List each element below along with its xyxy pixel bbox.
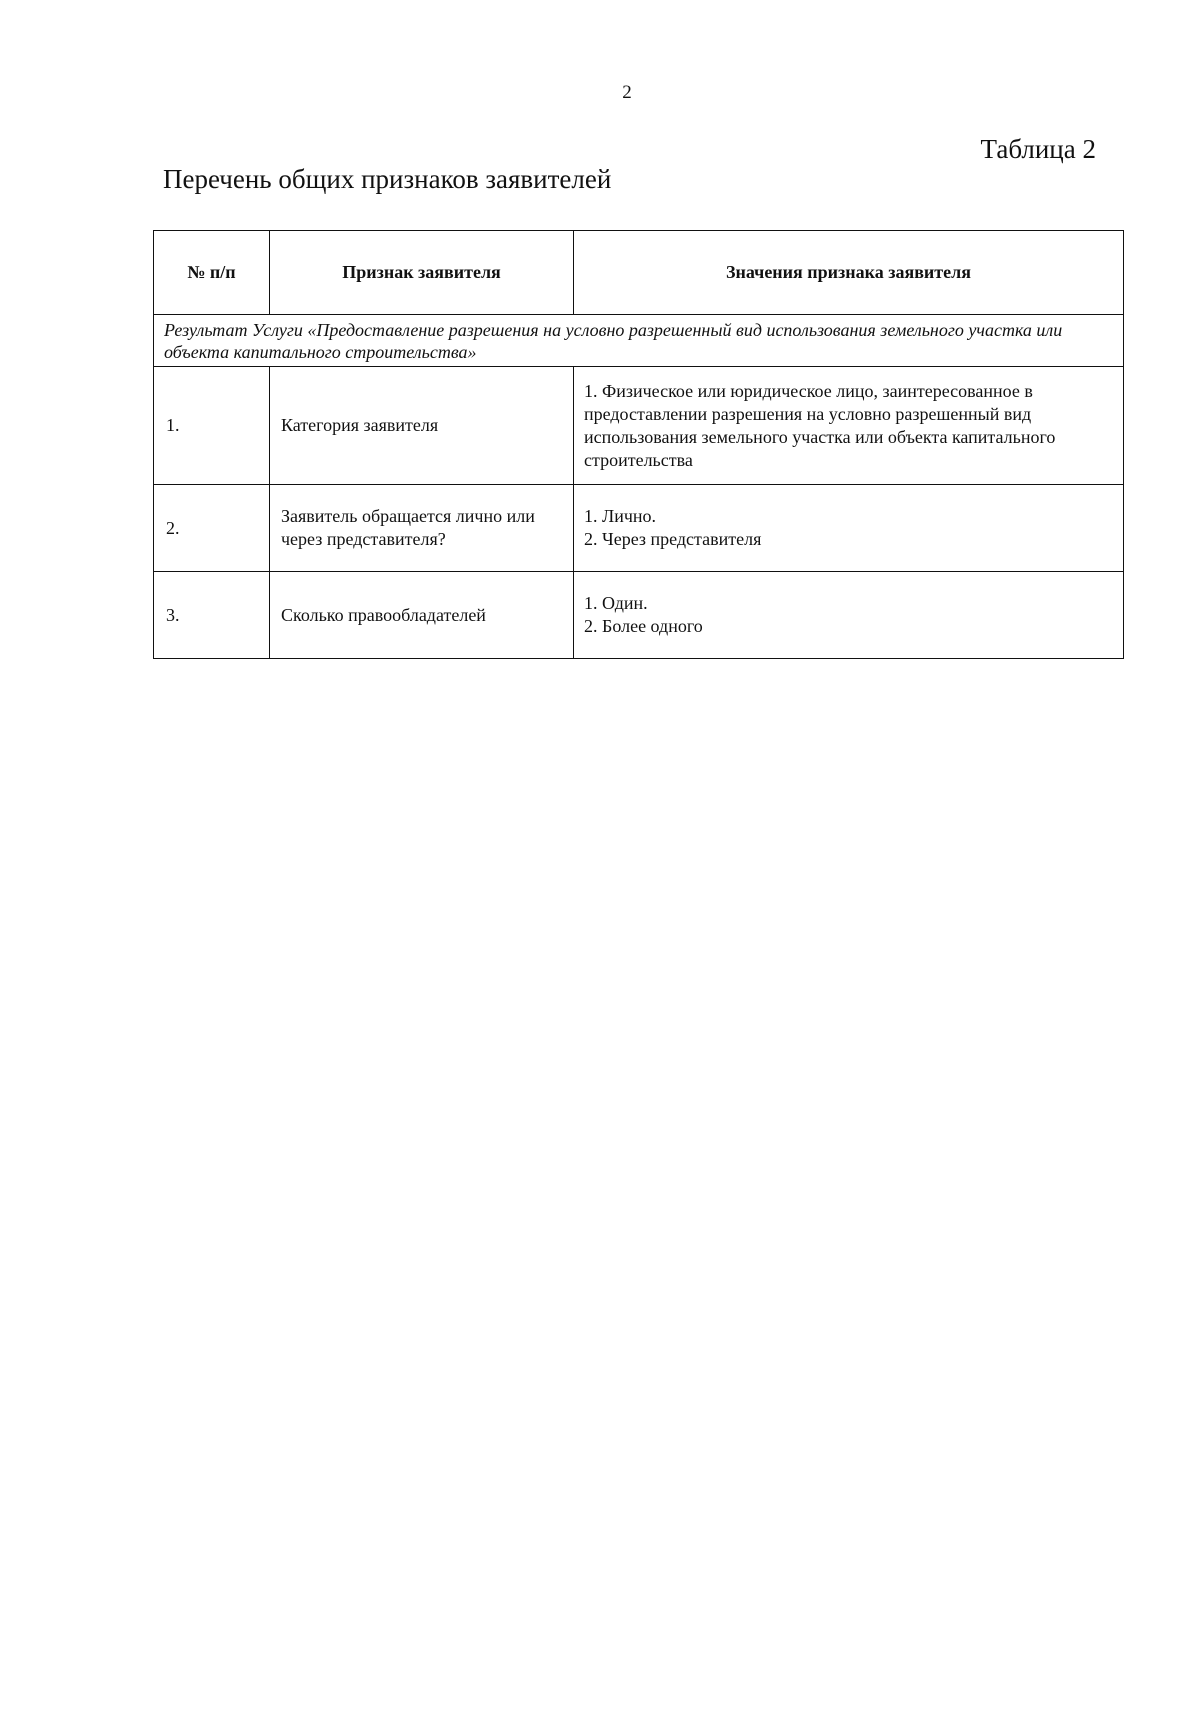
row-value-item: 1. Лично. [584, 506, 657, 526]
table-row [154, 485, 1124, 572]
row-value-item: 1. Один. [584, 593, 648, 613]
row-value-item: 1. Физическое или юридическое лицо, заинтересованное в предоставлении разрешения на условно разрешенный вид использования земельного участка или объекта капитального строительства [584, 380, 1056, 470]
row-values [574, 572, 1124, 659]
row-value-item: 2. Через представителя [584, 529, 762, 549]
row-num: 2. [154, 485, 270, 572]
row-sign: Сколько правообладателей [270, 572, 574, 659]
document-title: Перечень общих признаков заявителей [163, 164, 612, 194]
row-sign: Заявитель обращается лично или через представителя? [270, 485, 574, 572]
section-row [154, 315, 1124, 367]
table-label: Таблица 2 [980, 134, 1096, 164]
header-sign: Признак заявителя [270, 231, 574, 315]
table-header-row [154, 231, 1124, 315]
table [153, 230, 1124, 659]
header-num: № п/п [154, 231, 270, 315]
header-values: Значения признака заявителя [574, 231, 1124, 315]
row-sign: Категория заявителя [270, 367, 574, 485]
row-values [574, 485, 1124, 572]
section-title: Результат Услуги «Предоставление разрешения на условно разрешенный вид использования земельного участка или объекта капитального строительства» [154, 315, 1124, 367]
table-row [154, 367, 1124, 485]
page-number: 2 [622, 82, 632, 103]
row-values [574, 367, 1124, 485]
row-num: 3. [154, 572, 270, 659]
applicant-signs-table [153, 230, 1124, 659]
table-row [154, 572, 1124, 659]
row-num: 1. [154, 367, 270, 485]
row-value-item: 2. Более одного [584, 616, 703, 636]
